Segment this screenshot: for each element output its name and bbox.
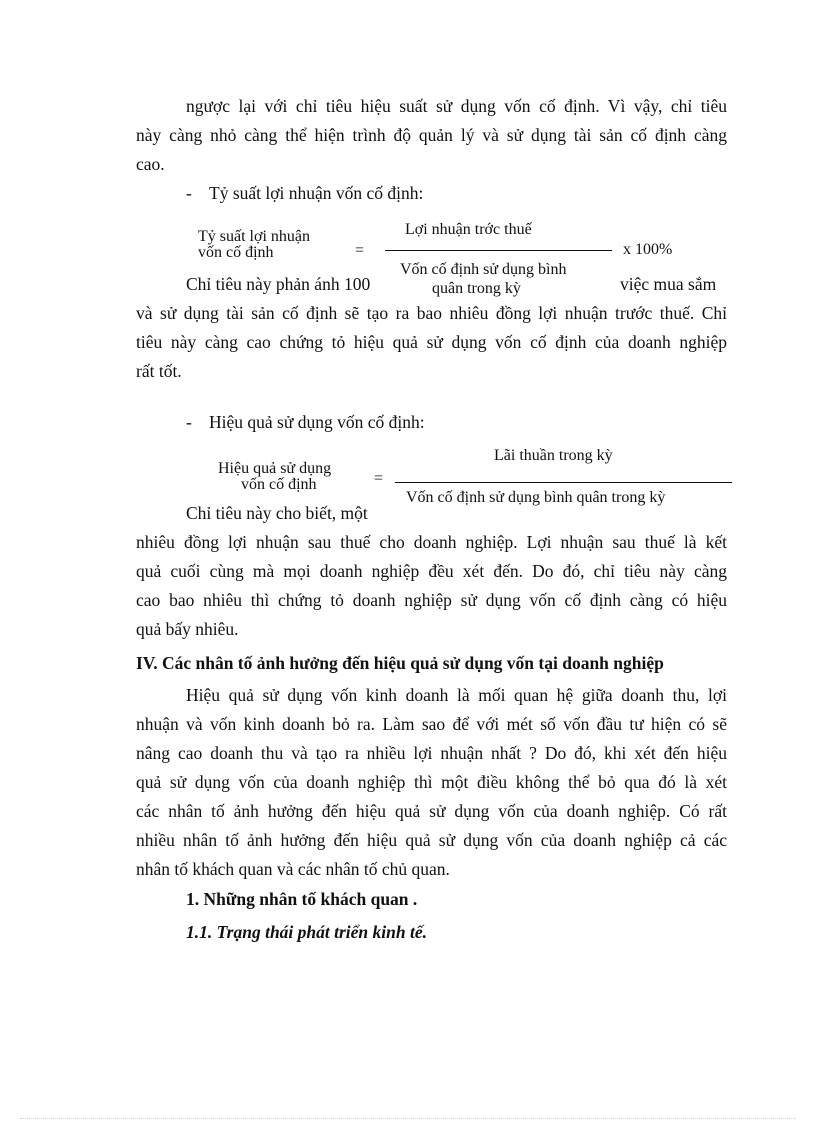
paragraph-1-line-2: này càng nhỏ càng thể hiện trình độ quản lý và sử dụng tài sản cố định càng bbox=[136, 125, 727, 145]
paragraph-4-line-6: nhiều nhân tố ảnh hưởng đến hiệu quả sử dụng vốn của doanh nghiệp cả các bbox=[136, 830, 727, 850]
section-heading-iv: IV. Các nhân tố ảnh hưởng đến hiệu quả sử dụng vốn tại doanh nghiệp bbox=[136, 653, 664, 673]
formula-1-multiplier: x 100% bbox=[623, 241, 673, 258]
paragraph-4-line-7: nhân tố khách quan và các nhân tố chủ quan. bbox=[136, 859, 450, 879]
formula-2-numerator: Lãi thuần trong kỳ bbox=[494, 447, 613, 464]
paragraph-4-line-5: các nhân tố ảnh hưởng đến hiệu quả sử dụng vốn của doanh nghiệp. Có rất bbox=[136, 801, 727, 821]
paragraph-1-line-1: ngược lại với chỉ tiêu hiệu suất sử dụng vốn cố định. Vì vậy, chỉ tiêu bbox=[186, 96, 727, 116]
paragraph-4-line-3: nâng cao doanh thu và tạo ra nhiều lợi nhuận nhất ? Do đó, khi xét đến hiệu bbox=[136, 743, 727, 763]
formula-1-denominator-line-1: Vốn cố định sử dụng bình bbox=[400, 261, 567, 278]
formula-1-numerator: Lợi nhuận trớc thuế bbox=[405, 221, 532, 238]
formula-1-lhs-line-1: Tỷ suất lợi nhuận bbox=[198, 228, 310, 245]
paragraph-2-line-3: tiêu này càng cao chứng tỏ hiệu quả sử dụng vốn cố định của doanh nghiệp bbox=[136, 332, 727, 352]
formula-2-lhs-line-2: vốn cố định bbox=[241, 476, 317, 493]
paragraph-3-line-3: quả cuối cùng mà mọi doanh nghiệp đều xét đến. Do đó, chỉ tiêu này càng bbox=[136, 561, 727, 581]
bullet-1-text: Tỷ suất lợi nhuận vốn cố định: bbox=[209, 183, 424, 203]
paragraph-3-line-5: quả bấy nhiêu. bbox=[136, 619, 239, 639]
paragraph-1-line-3: cao. bbox=[136, 154, 165, 174]
bullet-2-text: Hiệu quả sử dụng vốn cố định: bbox=[209, 412, 425, 432]
formula-1-denominator-line-2: quân trong kỳ bbox=[432, 280, 521, 297]
paragraph-4-line-4: quả sử dụng vốn của doanh nghiệp thì một điều không thể bỏ qua đó là xét bbox=[136, 772, 727, 792]
formula-2-fraction-bar bbox=[395, 482, 732, 483]
paragraph-2-line-4: rất tốt. bbox=[136, 361, 182, 381]
subheading-1-1: 1.1. Trạng thái phát triển kinh tế. bbox=[186, 922, 428, 942]
paragraph-3-line-1-left: Chỉ tiêu này cho biết, một bbox=[186, 503, 368, 523]
paragraph-4-line-2: nhuận và vốn kinh doanh bỏ ra. Làm sao để với mét số vốn đầu tư hiện có sẽ bbox=[136, 714, 727, 734]
page-bottom-rule bbox=[20, 1118, 796, 1119]
formula-1-fraction-bar bbox=[385, 250, 612, 251]
formula-2-equals: = bbox=[374, 470, 384, 487]
subheading-1: 1. Những nhân tố khách quan . bbox=[186, 889, 418, 909]
paragraph-3-line-2: nhiêu đồng lợi nhuận sau thuế cho doanh nghiệp. Lợi nhuận sau thuế là kết bbox=[136, 532, 727, 552]
paragraph-2-line-2: và sử dụng tài sản cố định sẽ tạo ra bao nhiêu đồng lợi nhuận trước thuế. Chỉ bbox=[136, 303, 727, 323]
paragraph-2-line-1-right: việc mua sắm bbox=[620, 274, 717, 294]
formula-1-equals: = bbox=[355, 242, 365, 259]
formula-2-denominator: Vốn cố định sử dụng bình quân trong kỳ bbox=[406, 489, 666, 506]
formula-1-lhs-line-2: vốn cố định bbox=[198, 244, 274, 261]
bullet-dash: - bbox=[186, 412, 192, 432]
paragraph-4-line-1: Hiệu quả sử dụng vốn kinh doanh là mối quan hệ giữa doanh thu, lợi bbox=[186, 685, 727, 705]
paragraph-3-line-4: cao bao nhiêu thì chứng tỏ doanh nghiệp sử dụng vốn cố định càng có hiệu bbox=[136, 590, 727, 610]
bullet-dash: - bbox=[186, 183, 192, 203]
paragraph-2-line-1-left: Chỉ tiêu này phản ánh 100 bbox=[186, 274, 371, 294]
formula-2-lhs-line-1: Hiệu quả sử dụng bbox=[218, 460, 332, 477]
